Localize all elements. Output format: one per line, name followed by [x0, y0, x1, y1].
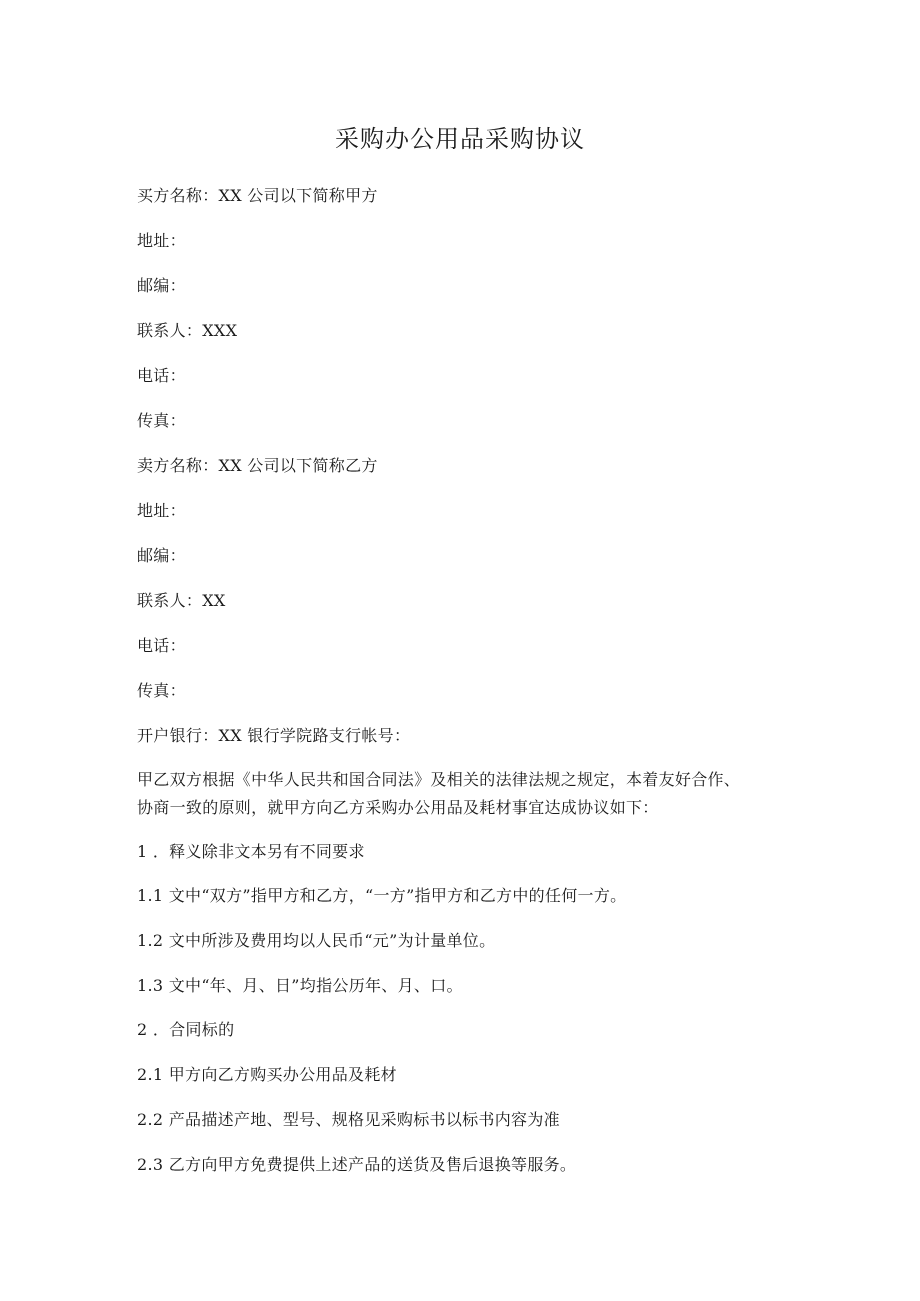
- seller-bank: 开户银行：XX 银行学院路支行帐号：: [137, 726, 411, 745]
- buyer-address: 地址：: [137, 231, 186, 250]
- clause: 1.3 文中“年、月、日”均指公历年、月、口。: [137, 976, 463, 995]
- buyer-phone: 电话：: [137, 366, 186, 385]
- clause: 1.1 文中“双方”指甲方和乙方，“一方”指甲方和乙方中的任何一方。: [137, 886, 627, 905]
- clause: 2.2 产品描述产地、型号、规格见采购标书以标书内容为准: [137, 1110, 560, 1129]
- seller-contact: 联系人：XX: [137, 591, 226, 610]
- seller-name: 卖方名称：XX 公司以下简称乙方: [137, 456, 378, 475]
- buyer-postcode: 邮编：: [137, 276, 186, 295]
- clause: 2.3 乙方向甲方免费提供上述产品的送货及售后退换等服务。: [137, 1155, 577, 1174]
- clause: 2.1 甲方向乙方购买办公用品及耗材: [137, 1065, 397, 1084]
- section-heading: 2 ．合同标的: [137, 1020, 235, 1039]
- preamble-line: 协商一致的原则，就甲方向乙方采购办公用品及耗材事宜达成协议如下：: [137, 798, 659, 817]
- section-heading: 1 ．释义除非文本另有不同要求: [137, 842, 365, 861]
- buyer-fax: 传真：: [137, 411, 186, 430]
- clause: 1.2 文中所涉及费用均以人民币“元”为计量单位。: [137, 931, 496, 950]
- seller-postcode: 邮编：: [137, 546, 186, 565]
- buyer-contact: 联系人：XXX: [137, 321, 238, 340]
- seller-fax: 传真：: [137, 681, 186, 700]
- seller-phone: 电话：: [137, 636, 186, 655]
- document-title: 采购办公用品采购协议: [335, 125, 585, 153]
- preamble-line: 甲乙双方根据《中华人民共和国合同法》及相关的法律法规之规定，本着友好合作、: [137, 770, 741, 789]
- seller-address: 地址：: [137, 501, 186, 520]
- buyer-name: 买方名称：XX 公司以下简称甲方: [137, 186, 378, 205]
